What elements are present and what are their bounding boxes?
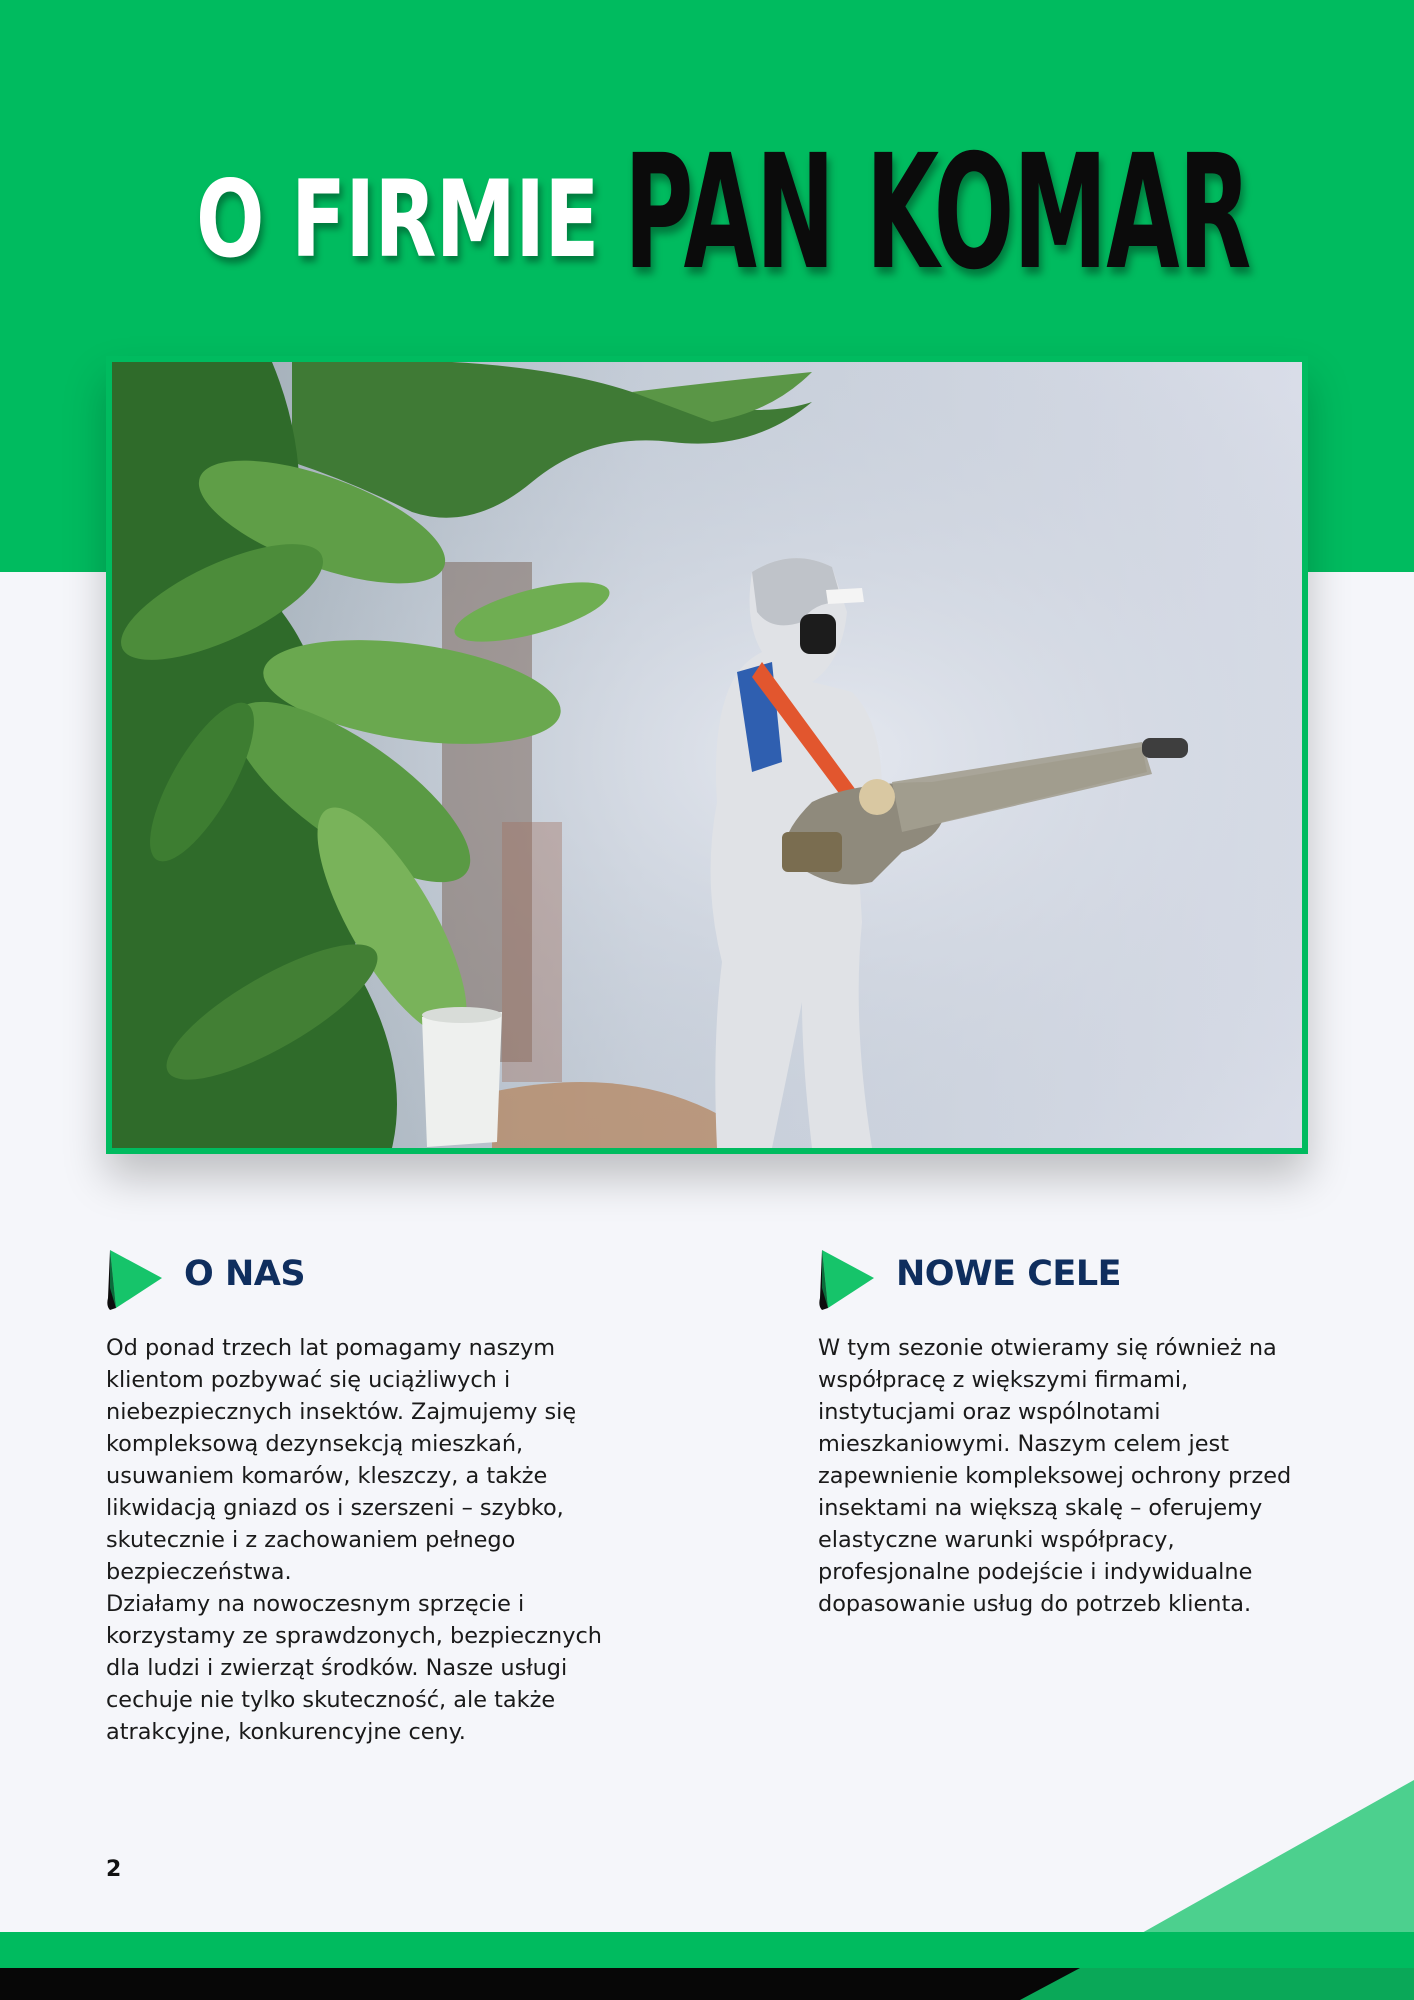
page-title [0,120,1414,310]
hero-photo [112,362,1302,1148]
section-body [106,1332,606,1748]
decorative-corner-triangle [1140,1780,1414,1934]
section-title: O NAS [184,1254,306,1294]
footer-slant-accent [1020,1968,1414,2000]
paragraph: W tym sezonie otwieramy się również na współpracę z większymi firmami, instytucjami oraz wspólnotami mieszkaniowymi. Naszym celem jest zapewnienie kompleksowej ochrony przed insektami na większą skalę – oferujemy elastyczne warunki współpracy, profesjonalne podejście i indywidualne dopasowanie usług do potrzeb klienta. [818,1335,1292,1617]
play-arrow-icon [106,1248,164,1312]
play-arrow-icon [818,1248,876,1312]
hero-photo-frame [106,356,1308,1154]
paragraph: Działamy na nowoczesnym sprzęcie i korzystamy ze sprawdzonych, bezpiecznych dla ludzi i zwierząt środków. Nasze usługi cechuje nie tylko skuteczność, ale także atrakcyjne, konkurencyjne ceny. [106,1591,602,1745]
title-about-company: O FIRMIE [196,158,599,281]
title-company-name: PAN KOMAR [624,121,1251,305]
page-number: 2 [106,1857,122,1882]
footer-green-stripe [0,1932,1414,1968]
section-title: NOWE CELE [896,1254,1122,1294]
paragraph: Od ponad trzech lat pomagamy naszym klientom pozbywać się uciążliwych i niebezpiecznych insektów. Zajmujemy się kompleksową dezynsekcją mieszkań, usuwaniem komarów, kleszczy, a także likwidacją gniazd os i szerszeni – szybko, skutecznie i z zachowaniem pełnego bezpieczeństwa. [106,1335,577,1585]
pest-control-photo-icon [112,362,1302,1148]
section-new-goals [818,1244,1318,1620]
section-about-us [106,1244,606,1748]
section-body [818,1332,1318,1620]
